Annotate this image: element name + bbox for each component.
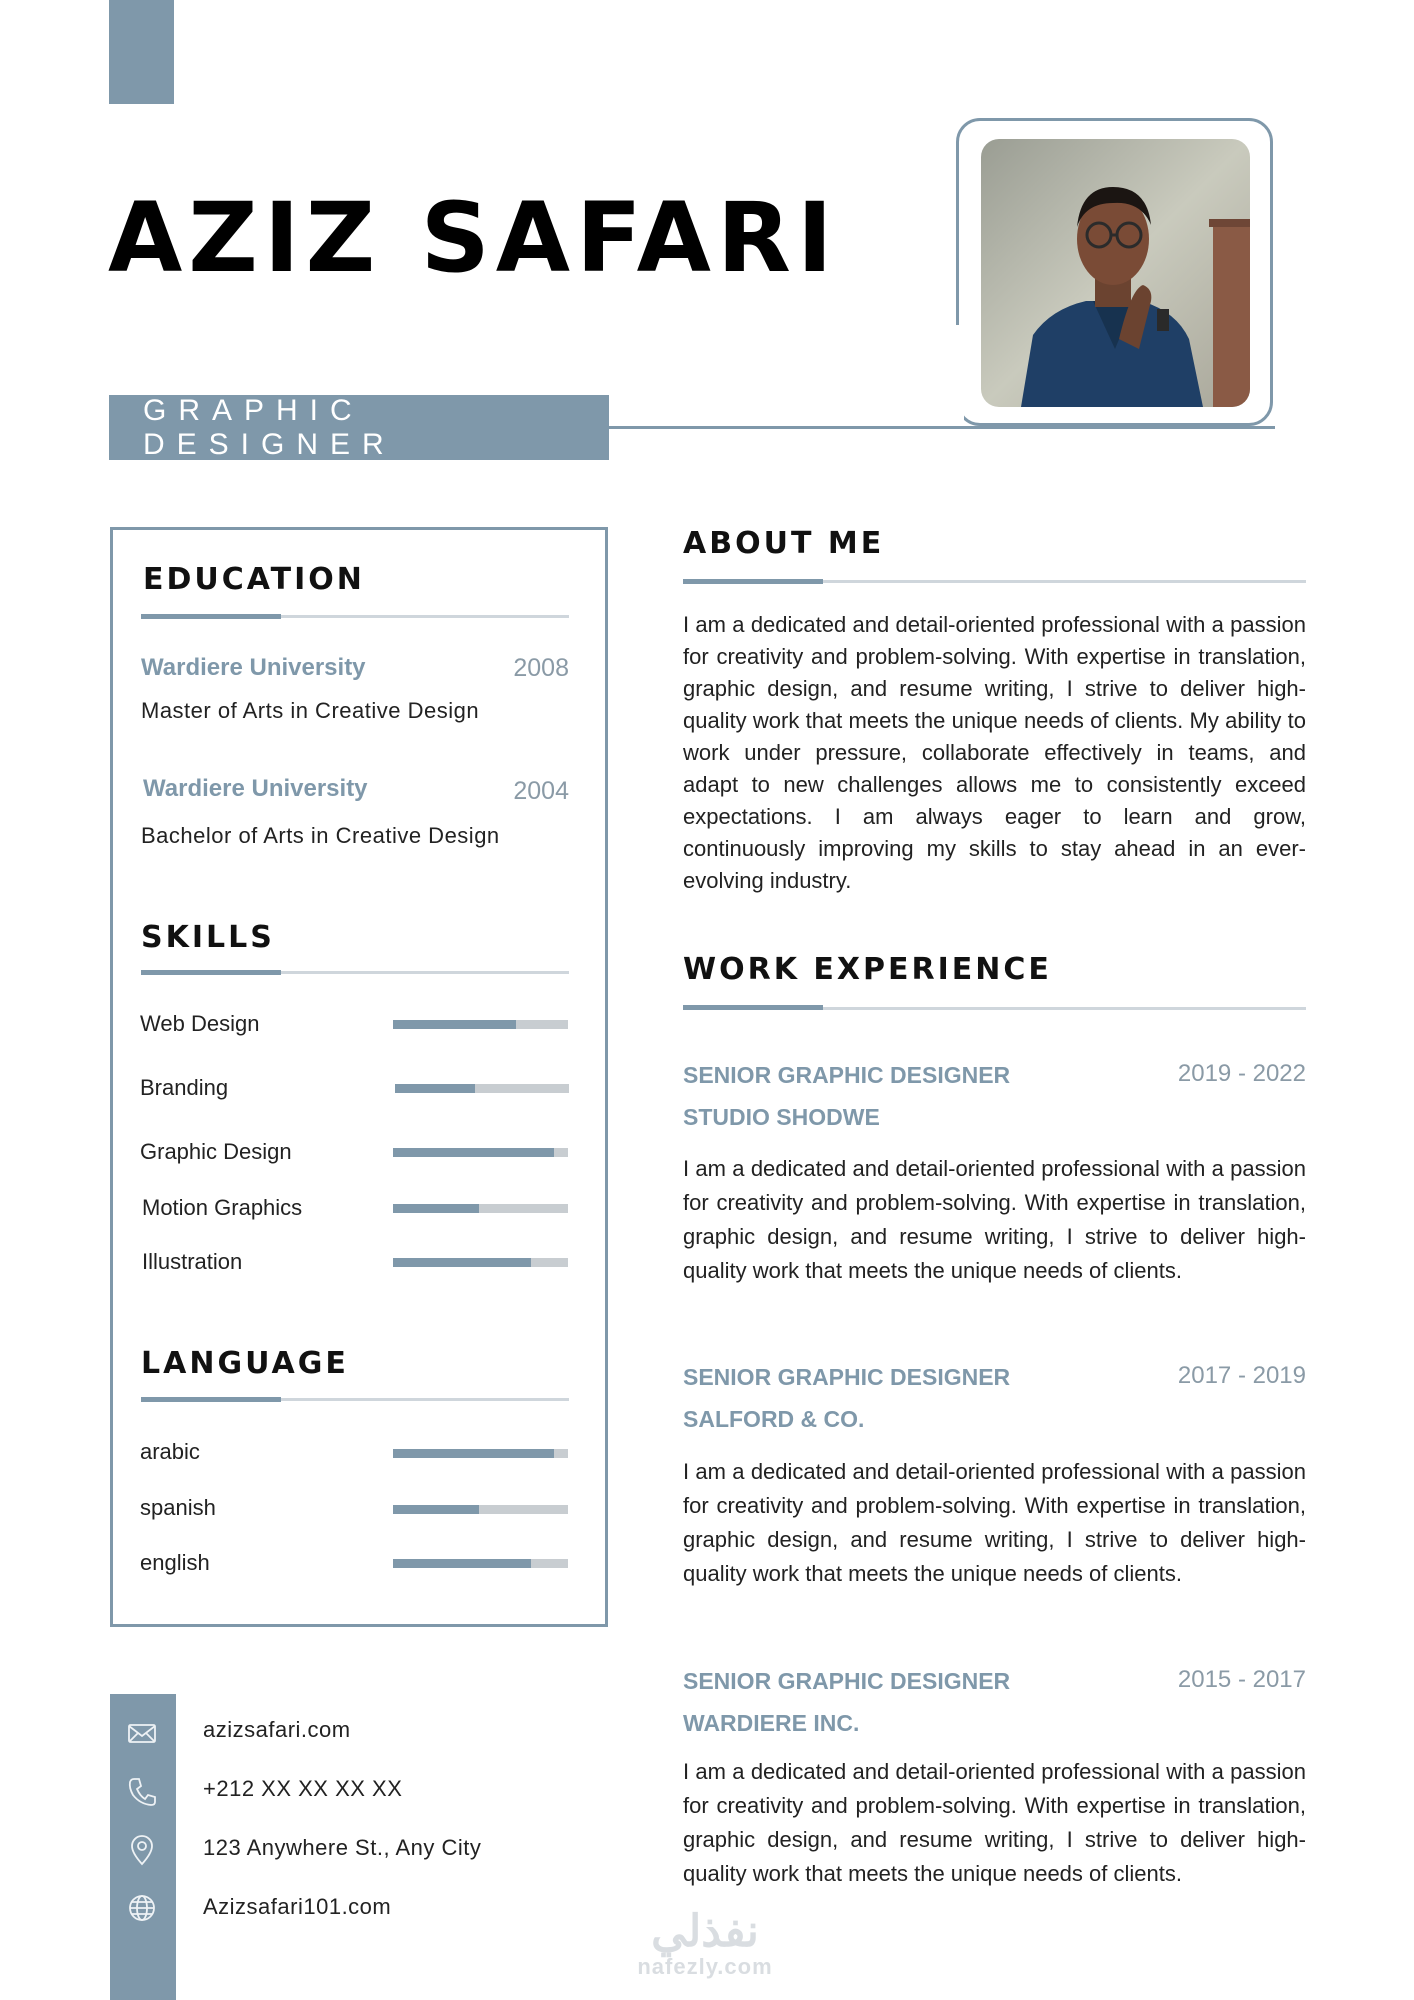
skill-bar-fill xyxy=(393,1148,554,1157)
skill-bar-fill xyxy=(393,1020,516,1029)
education-degree: Master of Arts in Creative Design xyxy=(141,698,480,723)
watermark xyxy=(620,1907,790,1980)
skills-heading: SKILLS xyxy=(141,920,275,955)
about-heading: ABOUT ME xyxy=(683,526,885,561)
language-bar-fill xyxy=(393,1449,554,1458)
job-title: SENIOR GRAPHIC DESIGNER xyxy=(683,1364,1011,1390)
job-description: I am a dedicated and detail-oriented professional with a passion for creativity and problem-solving. With expertise in translation, graphic design, and resume writing, I strive to deliver high-quality work that meets the unique needs of clients. xyxy=(683,1459,1306,1586)
job-company: WARDIERE INC. xyxy=(683,1710,860,1736)
skill-bar xyxy=(395,1084,569,1093)
about-rule-accent xyxy=(683,579,823,584)
job-years: 2015 - 2017 xyxy=(1177,1666,1306,1693)
job-company: SALFORD & CO. xyxy=(683,1406,865,1432)
education-school: Wardiere University xyxy=(143,775,368,802)
language-bar-fill xyxy=(393,1559,531,1568)
work-heading: WORK EXPERIENCE xyxy=(683,952,1052,987)
language-bar xyxy=(393,1505,568,1514)
skill-label: Web Design xyxy=(140,1011,260,1036)
profile-photo xyxy=(981,139,1250,407)
skill-label: Branding xyxy=(140,1075,229,1100)
watermark-latin: nafezly.com xyxy=(637,1954,773,1979)
job-title: SENIOR GRAPHIC DESIGNER xyxy=(683,1668,1011,1694)
skill-bar-fill xyxy=(393,1204,479,1213)
skill-bar xyxy=(393,1020,568,1029)
skills-rule-accent xyxy=(141,970,281,975)
language-label: arabic xyxy=(140,1439,200,1464)
skill-bar-fill xyxy=(393,1258,531,1267)
language-bar-fill xyxy=(393,1505,479,1514)
watermark-arabic: نفذلي xyxy=(651,1907,759,1956)
job-years: 2019 - 2022 xyxy=(1177,1060,1306,1087)
job-years: 2017 - 2019 xyxy=(1177,1362,1306,1389)
language-label: english xyxy=(140,1550,210,1575)
education-rule-accent xyxy=(141,614,281,619)
about-text: I am a dedicated and detail-oriented professional with a passion for creativity and problem-solving. With expertise in translation, graphic design, and resume writing, I strive to deliver high-quality work that meets the unique needs of clients. My ability to work under pressure, collaborate effectively in teams, and adapt to new challenges allows me to consistently exceed expectations. I am always eager to learn and grow, continuously improving my skills to stay ahead in an ever-evolving industry. xyxy=(683,612,1306,893)
education-year: 2008 xyxy=(513,654,569,682)
contact-address: 123 Anywhere St., Any City xyxy=(203,1835,482,1860)
contact-email: azizsafari.com xyxy=(203,1717,351,1742)
work-rule-accent xyxy=(683,1005,823,1010)
top-accent-bar xyxy=(109,0,174,104)
job-title: SENIOR GRAPHIC DESIGNER xyxy=(683,1062,1011,1088)
job-description: I am a dedicated and detail-oriented professional with a passion for creativity and problem-solving. With expertise in translation, graphic design, and resume writing, I strive to deliver high-quality work that meets the unique needs of clients. xyxy=(683,1759,1306,1886)
education-school: Wardiere University xyxy=(141,654,366,681)
job-title-band xyxy=(109,395,609,460)
mail-icon xyxy=(124,1715,160,1751)
skill-label: Graphic Design xyxy=(140,1139,292,1164)
candidate-name: AZIZ SAFARI xyxy=(108,182,839,294)
education-year: 2004 xyxy=(513,777,569,805)
skill-bar-fill xyxy=(395,1084,475,1093)
globe-icon xyxy=(124,1890,160,1926)
education-heading: EDUCATION xyxy=(143,562,365,597)
contact-phone: +212 XX XX XX XX xyxy=(203,1776,403,1801)
skill-bar xyxy=(393,1148,568,1157)
photo-frame-gap xyxy=(952,325,964,420)
skill-label: Motion Graphics xyxy=(142,1195,303,1220)
job-company: STUDIO SHODWE xyxy=(683,1104,880,1130)
contact-website: Azizsafari101.com xyxy=(203,1894,392,1919)
language-heading: LANGUAGE xyxy=(141,1346,349,1381)
education-degree: Bachelor of Arts in Creative Design xyxy=(141,823,500,848)
job-title: GRAPHIC DESIGNER xyxy=(143,393,396,461)
language-rule-accent xyxy=(141,1397,281,1402)
job-description: I am a dedicated and detail-oriented professional with a passion for creativity and problem-solving. With expertise in translation, graphic design, and resume writing, I strive to deliver high-quality work that meets the unique needs of clients. xyxy=(683,1156,1306,1283)
language-bar xyxy=(393,1559,568,1568)
language-bar xyxy=(393,1449,568,1458)
skill-bar xyxy=(393,1258,568,1267)
title-connector-line xyxy=(609,426,1275,429)
location-pin-icon xyxy=(124,1832,160,1868)
phone-icon xyxy=(124,1773,160,1809)
skill-bar xyxy=(393,1204,568,1213)
language-label: spanish xyxy=(140,1495,216,1520)
skill-label: Illustration xyxy=(142,1249,243,1274)
